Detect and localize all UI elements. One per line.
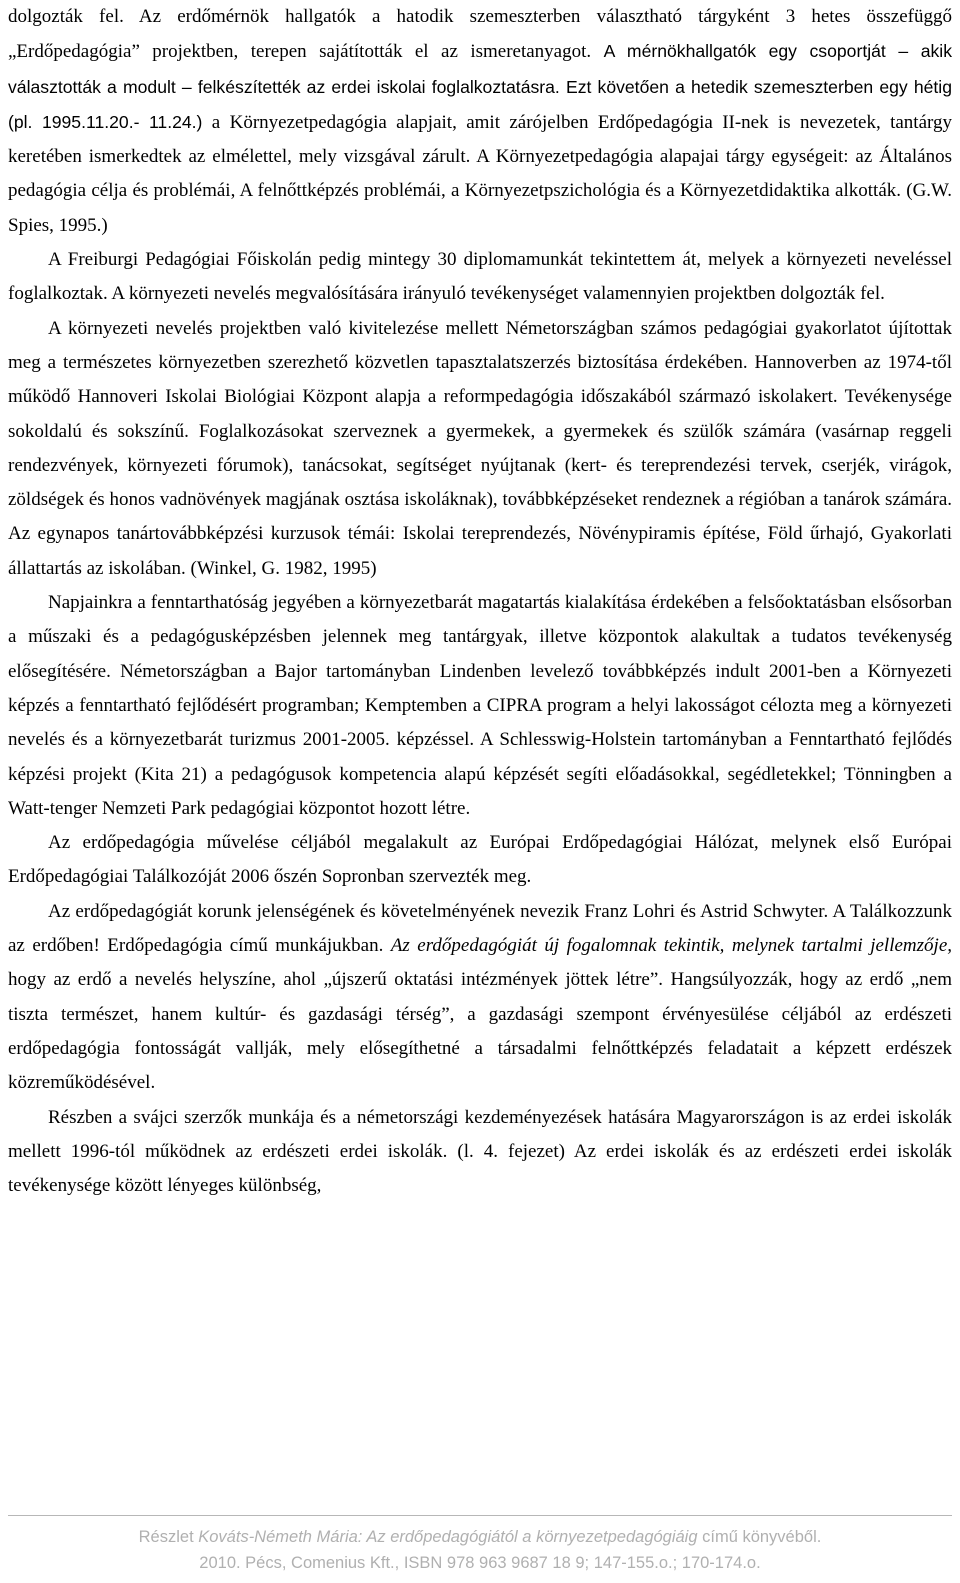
text-run: A környezeti nevelés projektben való kivitelezése mellett Németországban számos pedagógiai gyakorlatot újítottak meg a természetes környezetben szerezhető közvetlen tapasztalatszerzés biztosítása érdekében. Hannoverben az 1974-től működő Hannoveri Iskolai Biológiai Központ alapja a reformpedagógia időszakából származó iskolakert. Tevékenysége sokoldalú és sokszínű. Foglalkozásokat szerveznek a gyermekek, a gyermekek és szülők számára (vasárnap reggeli rendezvények, környezeti fórumok), tanácsokat, segítséget nyújtanak (kert- és tereprendezési tervek, cserjék, virágok, zöldségek és honos vadnövények magjának osztása iskoláknak), továbbképzéseket rendeznek a régióban a tanárok számára. Az egynapos tanártovábbképzési kurzusok témái: Iskolai tereprendezés, Növénypiramis építése, Föld űrhajó, Gyakorlati állattartás az iskolában. (Winkel, G. 1982, 1995) bbox=[8, 317, 952, 579]
paragraph-4 bbox=[8, 586, 952, 826]
footer-suffix: című könyvéből. bbox=[697, 1528, 822, 1546]
footer-book-title: Kováts-Németh Mária: Az erdőpedagógiától a környezetpedagógiáig bbox=[198, 1528, 698, 1546]
text-run: a Környezetpedagógia alapjait, amit zárójelben Erdőpedagógia II-nek is nevezetek, tantárgy keretében ismerkedtek az elmélettel, mely vizsgával zárult. A Környezetpedagógia alapajai tárgy egységeit: az Általános pedagógia célja és problémái, A felnőttképzés problémái, a Környezetpszichológia és a Környezetdidaktika alkották. (G.W. Spies, 1995.) bbox=[8, 111, 952, 236]
paragraph-1 bbox=[8, 0, 952, 243]
paragraph-5 bbox=[8, 826, 952, 895]
text-run-italic: Az erdőpedagógiát új fogalomnak tekintik, melynek tartalmi jellemzője, bbox=[390, 935, 953, 957]
page-footer bbox=[0, 1524, 960, 1576]
paragraph-3 bbox=[8, 312, 952, 586]
paragraph-7 bbox=[8, 1101, 952, 1204]
footer-prefix: Részlet bbox=[138, 1528, 199, 1546]
text-run-sans: A mérnökhallgatók egy csoportját – akik választották a modult – felkészítették az erdei iskolai foglalkoztatásra. Ezt követően a hetedik szemeszterben egy hétig (pl. 1995.11.20.- 11.24.) bbox=[8, 41, 953, 132]
footer-publication-line: 2010. Pécs, Comenius Kft., ISBN 978 963 9687 18 9; 147-155.o.; 170-174.o. bbox=[199, 1554, 761, 1572]
text-run: Az erdőpedagógiát korunk jelenségének és követelményének nevezik Franz Lohri és Astrid Schwyter. A Találkozzunk az erdőben! Erdőpedagógia című munkájukban. bbox=[8, 900, 952, 957]
text-run: Az erdőpedagógia művelése céljából megalakult az Európai Erdőpedagógiai Hálózat, melynek első Európai Erdőpedagógiai Találkozóját 2006 őszén Sopronban szervezték meg. bbox=[8, 832, 952, 888]
paragraph-2 bbox=[8, 243, 952, 312]
document-body bbox=[8, 0, 952, 1203]
footer-divider bbox=[8, 1515, 952, 1516]
text-run: hogy az erdő a nevelés helyszíne, ahol „újszerű oktatási intézmények jöttek létre”. Hangsúlyozzák, hogy az erdő „nem tiszta természet, hanem kultúr- és gazdasági térség”, a gazdasági szempont érvényesülése céljából az erdészeti erdőpedagógia fontosságát vallják, mely elősegíthetné a társadalmi felnőttképzés feladatait a képzett erdészek közreműködésével. bbox=[8, 969, 952, 1094]
paragraph-6 bbox=[8, 895, 952, 1101]
text-run: dolgozták fel. Az erdőmérnök hallgatók a hatodik szemeszterben választható tárgyként 3 hetes összefüggő „Erdőpedagógia” projektben, terepen sajátították el az ismeretanyagot. bbox=[8, 6, 952, 63]
text-run: Napjainkra a fenntarthatóság jegyében a környezetbarát magatartás kialakítása érdekében a felsőoktatásban elsősorban a műszaki és a pedagógusképzésben jelennek meg tantárgyak, illetve központok alakultak a tudatos tevékenység elősegítésére. Németországban a Bajor tartományban Lindenben levelező továbbképzés indult 2001-ben a Környezeti képzés a fenntartható fejlődésért programban; Kemptemben a CIPRA program a helyi lakosságot célozta meg a környezeti nevelés és a környezetbarát turizmus 2001-2005. képzéssel. A Schlesswig-Holstein tartományban a Fenntartható fejlődés képzési projekt (Kita 21) a pedagógusok kompetencia alapú képzését segíti előadásokkal, segédletekkel; Tönningben a Watt-tenger Nemzeti Park pedagógiai központot hozott létre. bbox=[8, 592, 952, 819]
text-run: Részben a svájci szerzők munkája és a németországi kezdeményezések hatására Magyarországon is az erdei iskolák mellett 1996-tól működnek az erdészeti erdei iskolák. (l. 4. fejezet) Az erdei iskolák és az erdészeti erdei iskolák tevékenysége között lényeges különbség, bbox=[8, 1106, 952, 1197]
text-run: A Freiburgi Pedagógiai Főiskolán pedig mintegy 30 diplomamunkát tekintettem át, melyek a környezeti neveléssel foglalkoztak. A környezeti nevelés megvalósítására irányuló tevékenységet valamennyien projektben dolgozták fel. bbox=[8, 249, 952, 305]
footer-citation-line bbox=[0, 1524, 960, 1550]
